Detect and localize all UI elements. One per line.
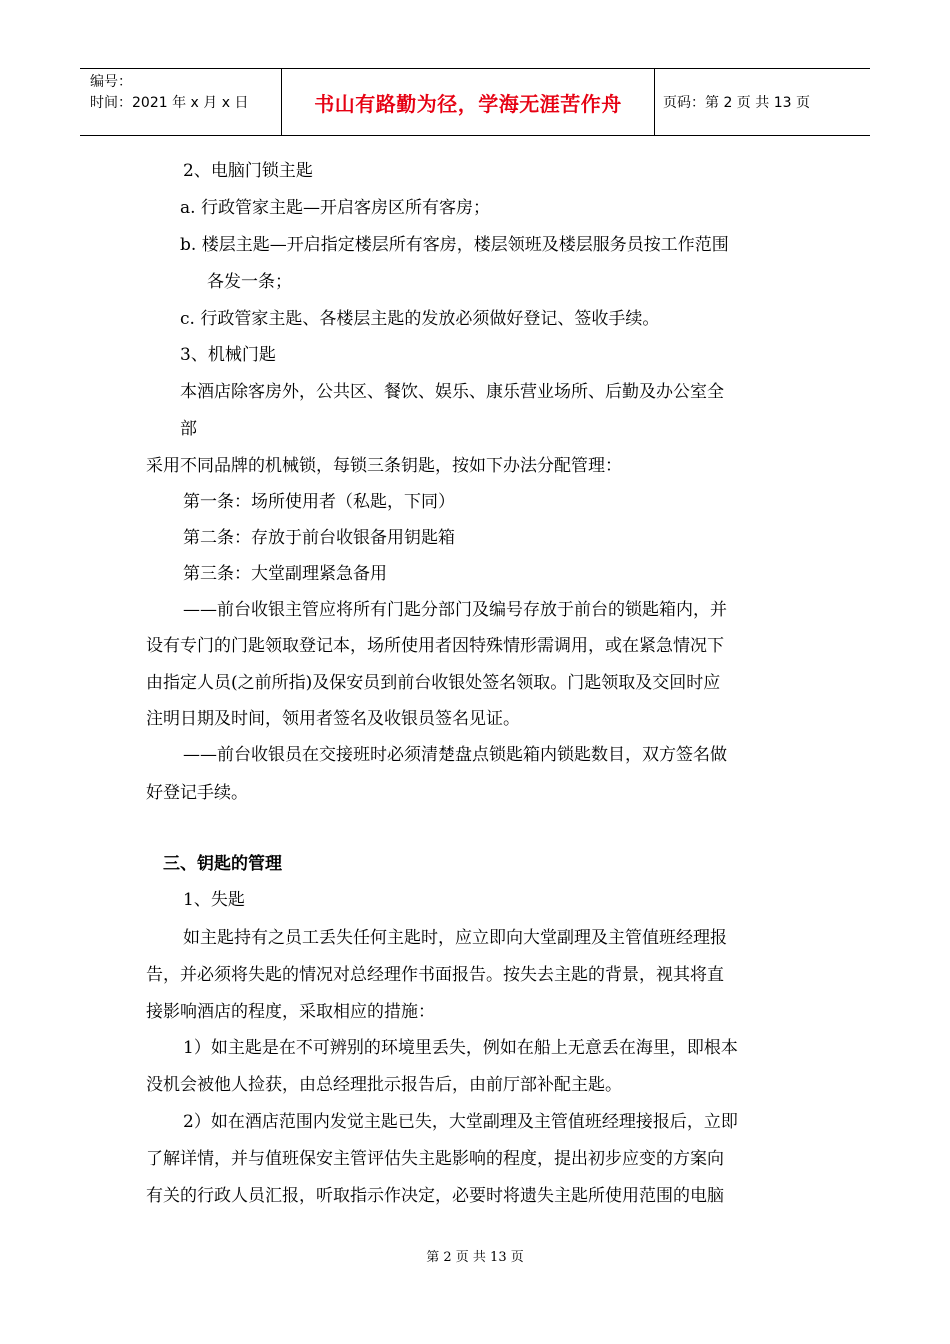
body-line: 如主匙持有之员工丢失任何主匙时，应立即向大堂副理及主管值班经理报 [183, 928, 727, 948]
body-line: 1、失匙 [183, 890, 245, 910]
body-line: 第一条：场所使用者（私匙，下同） [183, 492, 455, 512]
body-line: 告，并必须将失匙的情况对总经理作书面报告。按失去主匙的背景，视其将直 [146, 965, 724, 985]
section-heading: 三、钥匙的管理 [163, 854, 282, 874]
document-number-label: 编号： [90, 74, 132, 90]
body-line: 1）如主匙是在不可辨别的环境里丢失，例如在船上无意丢在海里，即根本 [183, 1038, 738, 1058]
body-line: 有关的行政人员汇报，听取指示作决定，必要时将遗失主匙所使用范围的电脑 [146, 1186, 724, 1206]
page-footer: 第 2 页 共 13 页 [426, 1250, 524, 1265]
document-time-label: 时间：2021 年 x 月 x 日 [90, 95, 249, 111]
header-motto: 书山有路勤为径，学海无涯苦作舟 [282, 69, 655, 135]
body-line: 各发一条； [207, 272, 292, 292]
body-line: b. 楼层主匙—开启指定楼层所有客房，楼层领班及楼层服务员按工作范围 [180, 235, 729, 255]
body-line: 设有专门的门匙领取登记本，场所使用者因特殊情形需调用，或在紧急情况下 [146, 636, 724, 656]
header-table [80, 68, 870, 136]
body-line: 接影响酒店的程度，采取相应的措施： [146, 1002, 435, 1022]
body-line: 本酒店除客房外，公共区、餐饮、娱乐、康乐营业场所、后勤及办公室全 [180, 382, 724, 402]
body-line: 部 [180, 419, 197, 439]
header-page-info: 页码：第 2 页 共 13 页 [663, 95, 810, 111]
body-line: 好登记手续。 [146, 783, 248, 803]
body-line: ——前台收银主管应将所有门匙分部门及编号存放于前台的锁匙箱内，并 [183, 600, 727, 620]
body-line: 了解详情，并与值班保安主管评估失主匙影响的程度，提出初步应变的方案向 [146, 1149, 724, 1169]
body-line: 注明日期及时间，领用者签名及收银员签名见证。 [146, 709, 520, 729]
body-line: 第二条：存放于前台收银备用钥匙箱 [183, 528, 455, 548]
body-line: 采用不同品牌的机械锁，每锁三条钥匙，按如下办法分配管理： [146, 456, 622, 476]
body-line: a. 行政管家主匙—开启客房区所有客房； [180, 198, 490, 218]
body-line: ——前台收银员在交接班时必须清楚盘点锁匙箱内锁匙数目，双方签名做 [183, 745, 727, 765]
body-line: c. 行政管家主匙、各楼层主匙的发放必须做好登记、签收手续。 [180, 309, 660, 329]
body-line: 3、机械门匙 [180, 345, 276, 365]
body-line: 2、电脑门锁主匙 [183, 161, 313, 181]
body-line: 2）如在酒店范围内发觉主匙已失，大堂副理及主管值班经理接报后，立即 [183, 1112, 738, 1132]
body-line: 没机会被他人捡获，由总经理批示报告后，由前厅部补配主匙。 [146, 1075, 622, 1095]
body-line: 由指定人员(之前所指)及保安员到前台收银处签名领取。门匙领取及交回时应 [146, 673, 721, 693]
body-line: 第三条：大堂副理紧急备用 [183, 564, 387, 584]
header-left-cell [80, 69, 282, 135]
